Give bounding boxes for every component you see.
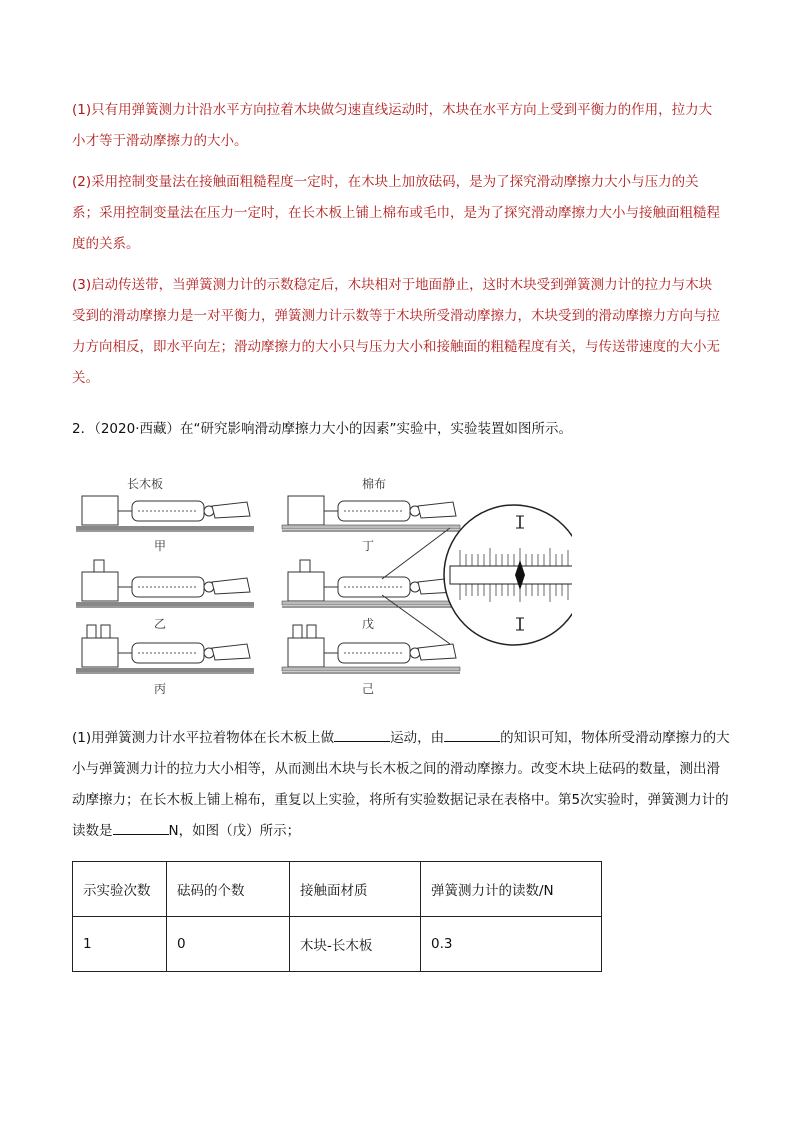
table-cell: 木块-长木板	[290, 917, 421, 972]
answer-paragraph-2: (2)采用控制变量法在接触面粗糙程度一定时，在木块上加放砝码，是为了探究滑动摩擦力大小与压力的关系；采用控制变量法在压力一定时，在长木板上铺上棉布或毛巾，是为了探究滑动摩擦力大小与接触面粗糙程度的关系。	[72, 174, 720, 252]
table-row	[73, 917, 602, 972]
setup-ji	[282, 625, 460, 696]
answer-blank-reading[interactable]	[113, 816, 169, 835]
panel-label-ding: 丁	[362, 539, 375, 553]
answer-paragraph-3: (3)启动传送带，当弹簧测力计的示数稳定后，木块相对于地面静止，这时木块受到弹簧测力计的拉力与木块受到的滑动摩擦力是一对平衡力，弹簧测力计示数等于木块所受滑动摩擦力，木块受到的滑动摩擦力方向与拉力方向相反，即水平向左；滑动摩擦力的大小只与压力大小和接触面的粗糙程度有关，与传送带速度的大小无关。	[72, 277, 720, 386]
question-text-a: (1)用弹簧测力计水平拉着物体在长木板上做	[72, 730, 335, 746]
magnified-scale	[444, 505, 572, 645]
panel-label-ji: 己	[362, 682, 375, 696]
question-text-c: 的知识可知，物体所受滑动摩擦力的大小与弹簧测力计的拉力大小相等，从而测出木块与长木板之间的滑动摩擦力。改变木块上砝码的数量，测出滑动摩擦力；在长木板上铺上棉布，重复以上实验，将所有实验数据记录在表格中。第5次实验时，弹簧测力计的读数是	[72, 730, 730, 839]
header-cell: 砝码的个数	[167, 862, 290, 917]
setup-bing	[76, 625, 254, 696]
table-cell: 0	[167, 917, 290, 972]
answer-paragraph-1: (1)只有用弹簧测力计沿水平方向拉着木块做匀速直线运动时，木块在水平方向上受到平衡力的作用，拉力大小才等于滑动摩擦力的大小。	[72, 102, 713, 149]
header-cell: 示实验次数	[73, 862, 167, 917]
panel-label-jia: 甲	[154, 539, 167, 553]
table-cell: 1	[73, 917, 167, 972]
experiment-figure	[72, 468, 572, 700]
header-cell: 弹簧测力计的读数/N	[421, 862, 602, 917]
table-cell: 0.3	[421, 917, 602, 972]
panel-label-wu: 戊	[362, 617, 375, 631]
question-text-b: 运动，由	[390, 730, 445, 746]
panel-label-yi: 乙	[154, 617, 167, 631]
header-cell: 接触面材质	[290, 862, 421, 917]
answer-blank-motion[interactable]	[334, 723, 390, 742]
data-table	[72, 861, 602, 972]
answer-blank-knowledge[interactable]	[444, 723, 500, 742]
question-title	[72, 414, 732, 445]
table-header-row	[73, 862, 602, 917]
answer-block	[72, 95, 722, 394]
setup-ding	[282, 476, 460, 553]
question-heading: 2．（2020·西藏）在“研究影响滑动摩擦力大小的因素”实验中，实验装置如图所示。	[72, 421, 572, 437]
setup-jia	[76, 476, 254, 553]
question-text-d: N，如图（戊）所示；	[168, 823, 301, 839]
setup-yi	[76, 560, 254, 631]
panel-label-bing: 丙	[154, 682, 167, 696]
question-part-1	[72, 723, 732, 847]
label-long-board: 长木板	[127, 477, 164, 491]
label-cotton-cloth: 棉布	[362, 477, 387, 491]
